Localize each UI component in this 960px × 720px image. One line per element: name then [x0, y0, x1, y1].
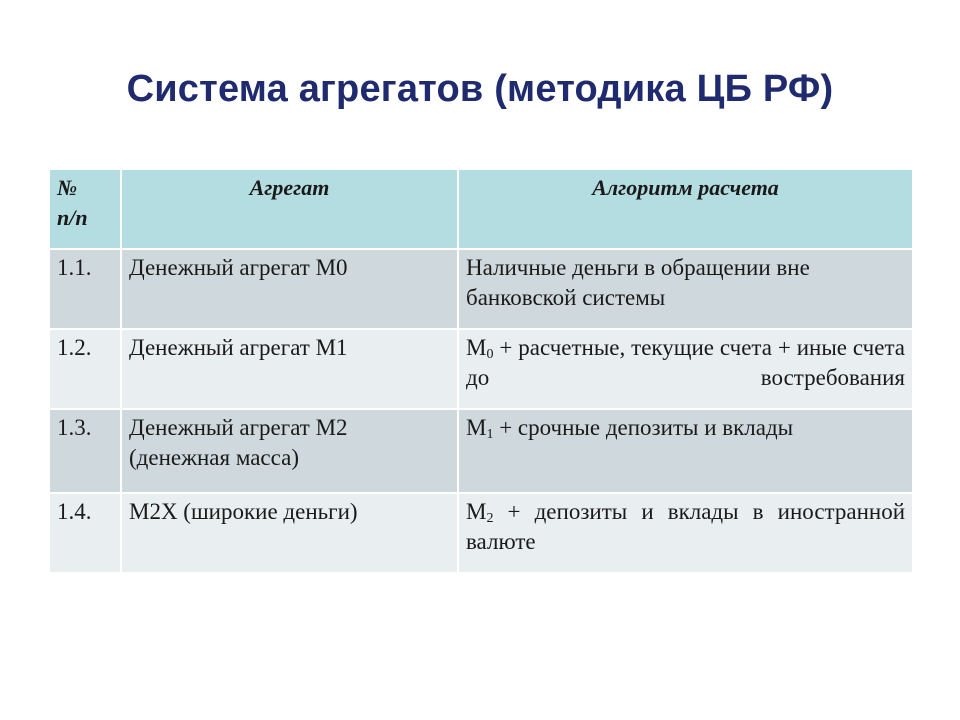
row-algorithm: Наличные деньги в обращении вне банковской системы: [458, 249, 913, 329]
algorithm-base: М: [466, 415, 487, 440]
algorithm-rest: + депозиты и вклады в иностранной валюте: [466, 499, 905, 554]
row-aggregate: Денежный агрегат М1: [121, 329, 458, 409]
header-algorithm: Алгоритм расчета: [458, 169, 913, 249]
row-num: 1.4.: [49, 493, 121, 573]
algorithm-base: М: [466, 499, 487, 524]
table-row: [49, 329, 913, 409]
row-aggregate: Денежный агрегат М2 (денежная масса): [121, 409, 458, 493]
header-num-line2: п/п: [57, 205, 88, 230]
row-num: 1.3.: [49, 409, 121, 493]
row-algorithm: [458, 493, 913, 573]
table-row: [49, 409, 913, 493]
row-algorithm: [458, 409, 913, 493]
header-num-line1: №: [57, 175, 78, 200]
algorithm-subscript: 1: [486, 427, 494, 442]
aggregates-table: [48, 168, 914, 574]
table-row: [49, 493, 913, 573]
header-num: [49, 169, 121, 249]
algorithm-subscript: 0: [486, 347, 494, 362]
table-row: [49, 249, 913, 329]
row-algorithm: [458, 329, 913, 409]
header-aggregate: Агрегат: [121, 169, 458, 249]
table-header-row: [49, 169, 913, 249]
algorithm-subscript: 2: [486, 511, 494, 526]
row-num: 1.1.: [49, 249, 121, 329]
row-aggregate: M2X (широкие деньги): [121, 493, 458, 573]
row-num: 1.2.: [49, 329, 121, 409]
algorithm-base: М: [466, 335, 487, 360]
algorithm-rest: + срочные депозиты и вклады: [493, 415, 794, 440]
slide-title: Система агрегатов (методика ЦБ РФ): [126, 68, 834, 110]
algorithm-rest: + расчетные, текущие счета + иные счета до востребования: [466, 335, 905, 390]
row-aggregate: Денежный агрегат М0: [121, 249, 458, 329]
